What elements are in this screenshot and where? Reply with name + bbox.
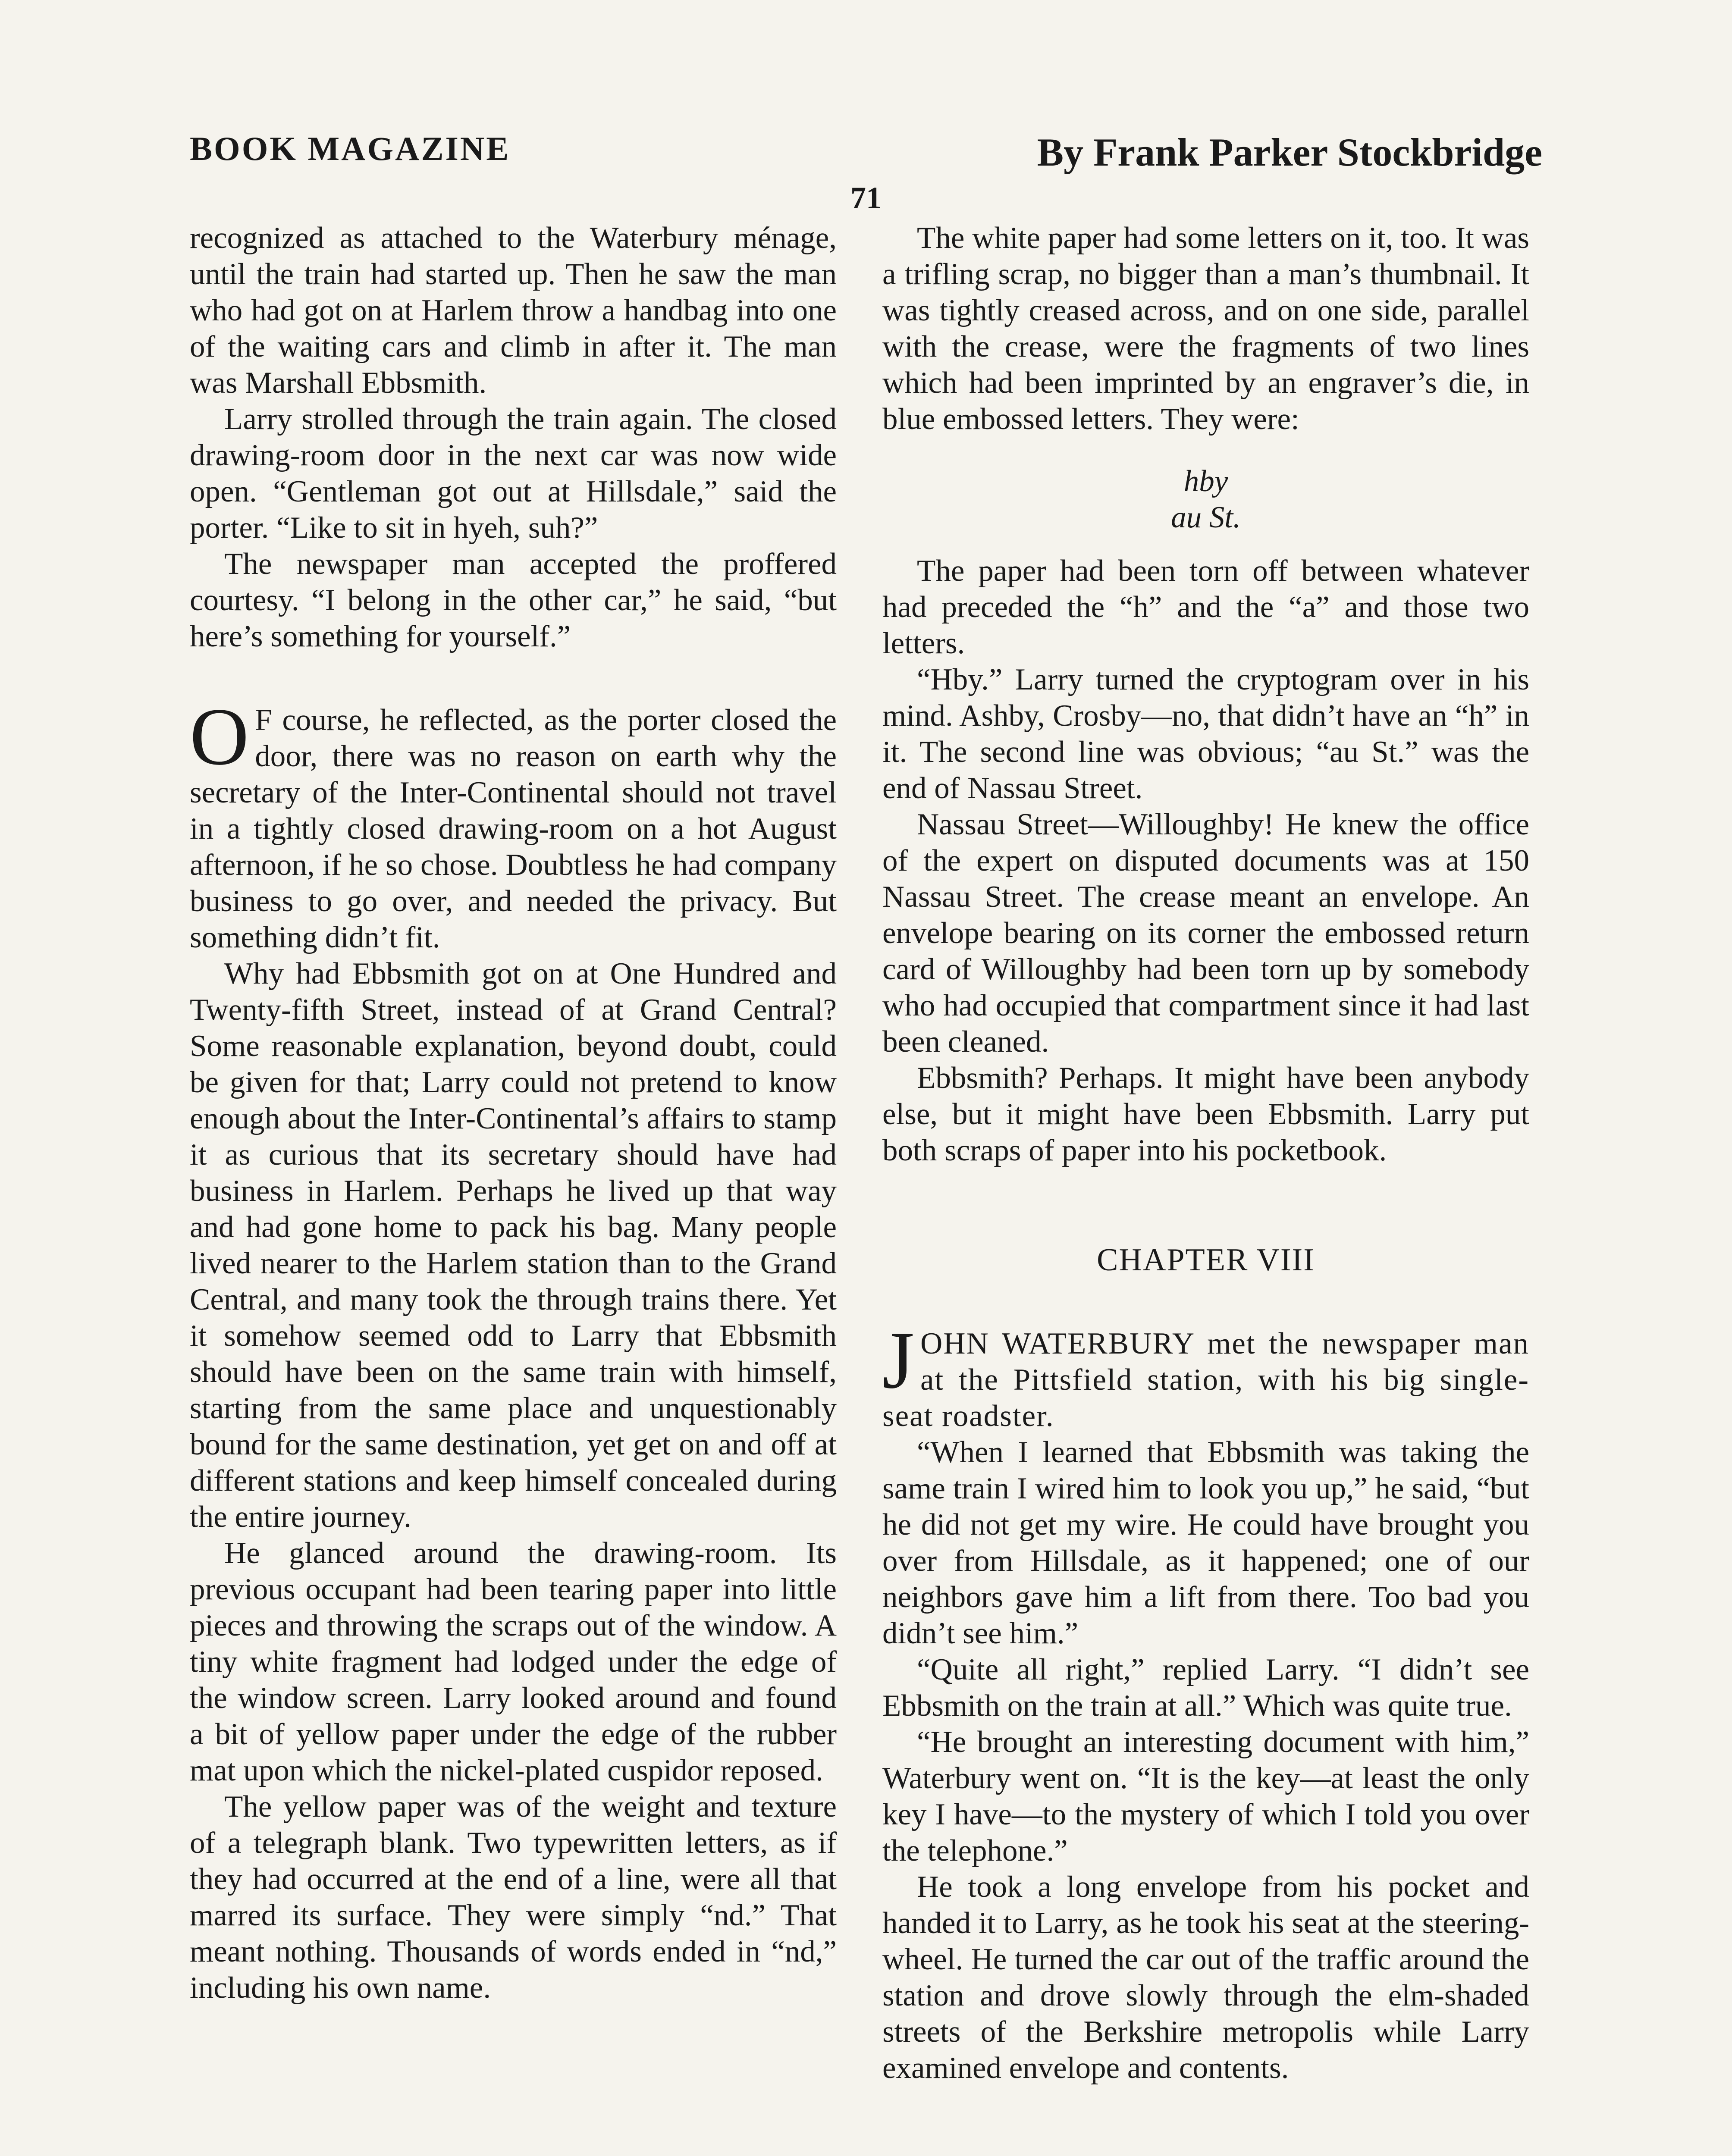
paragraph: Larry strolled through the train again. The closed drawing-room door in the next car was now wide open. “Gentleman got out at Hillsdale,” said the porter. “Like to sit in hyeh, suh?” bbox=[190, 402, 837, 545]
paragraph: The yellow paper was of the weight and texture of a telegraph blank. Two typewritten letters, as if they had occurred at the end of a line, were all that marred its surface. They were simply “nd.” That meant nothing. Thousands of words ended in “nd,” including his own name. bbox=[190, 1790, 837, 2005]
paragraph: “Hby.” Larry turned the cryptogram over in his mind. Ashby, Crosby—no, that didn’t have an “h” in it. The second line was obvious; “au St.” was the end of Nassau Street. bbox=[882, 663, 1529, 805]
paragraph: The paper had been torn off between whatever had preceded the “h” and the “a” and those two letters. bbox=[882, 554, 1529, 660]
left-column bbox=[190, 220, 837, 2006]
paragraph: He took a long envelope from his pocket and handed it to Larry, as he took his seat at the steering-wheel. He turned the car out of the traffic around the station and drove slowly through the elm-shaded streets of the Berkshire metropolis while Larry examined envelope and contents. bbox=[882, 1870, 1529, 2085]
fragment-line: hby bbox=[1183, 464, 1228, 498]
magazine-title: BOOK MAGAZINE bbox=[190, 130, 511, 167]
embossed-fragment-quote bbox=[882, 463, 1529, 536]
section-break bbox=[190, 655, 837, 702]
paragraph-text: OHN WATERBURY met the newspaper man at the Pittsfield station, with his big single-seat roadster. bbox=[882, 1327, 1529, 1433]
paragraph: The newspaper man accepted the proffered courtesy. “I belong in the other car,” he said, “but here’s something for yourself.” bbox=[190, 547, 837, 653]
dropcap-paragraph bbox=[882, 1315, 1529, 1434]
paragraph: Nassau Street—Willoughby! He knew the office of the expert on disputed documents was at 150 Nassau Street. The crease meant an envelope. An envelope bearing on its corner the embossed return card of Willoughby had been torn up by somebody who had occupied that compartment since it had last been cleaned. bbox=[882, 808, 1529, 1059]
fragment-line: au St. bbox=[1171, 501, 1241, 534]
drop-cap-letter: J bbox=[882, 1315, 914, 1406]
right-column bbox=[882, 220, 1529, 2086]
dropcap-paragraph bbox=[190, 692, 837, 956]
paragraph: “He brought an interesting document with him,” Waterbury went on. “It is the key—at least the only key I have—to the mystery of which I told you over the telephone.” bbox=[882, 1725, 1529, 1868]
paragraph-text: F course, he reflected, as the porter closed the door, there was no reason on earth why the secretary of the Inter-Continental should not travel in a tightly closed drawing-room on a hot August afternoon, if he so chose. Doubtless he had company business to go over, and needed the privacy. But something didn’t fit. bbox=[190, 703, 837, 954]
paragraph: “Quite all right,” replied Larry. “I didn’t see Ebbsmith on the train at all.” Which was quite true. bbox=[882, 1653, 1529, 1723]
page-number: 71 bbox=[850, 181, 882, 215]
paragraph: He glanced around the drawing-room. Its previous occupant had been tearing paper into little pieces and throwing the scraps out of the window. A tiny white fragment had lodged under the edge of the window screen. Larry looked around and found a bit of yellow paper under the edge of the rubber mat upon which the nickel-plated cuspidor reposed. bbox=[190, 1536, 837, 1787]
chapter-heading: CHAPTER VIII bbox=[1097, 1242, 1315, 1278]
drop-cap-letter: O bbox=[190, 692, 249, 782]
paragraph: recognized as attached to the Waterbury ménage, until the train had started up. Then he saw the man who had got on at Harlem throw a handbag into one of the waiting cars and climb in after it. The man was Marshall Ebbsmith. bbox=[190, 221, 837, 400]
author-byline: By Frank Parker Stockbridge bbox=[1037, 130, 1542, 174]
paragraph: Ebbsmith? Perhaps. It might have been anybody else, but it might have been Ebbsmith. Larry put both scraps of paper into his pocketbook. bbox=[882, 1061, 1529, 1167]
paragraph: Why had Ebbsmith got on at One Hundred and Twenty-fifth Street, instead of at Grand Central? Some reasonable explanation, beyond doubt, could be given for that; Larry could not pretend to know enough about the Inter-Continental’s affairs to stamp it as curious that its secretary should have had business in Harlem. Perhaps he lived up that way and had gone home to pack his bag. Many people lived nearer to the Harlem station than to the Grand Central, and many took the through trains there. Yet it somehow seemed odd to Larry that Ebbsmith should have been on the same train with himself, starting from the same place and unquestionably bound for the same destination, yet get on and off at different stations and keep himself concealed during the entire journey. bbox=[190, 957, 837, 1534]
paragraph: “When I learned that Ebbsmith was taking the same train I wired him to look you up,” he said, “but he did not get my wire. He could have brought you over from Hillsdale, as it happened; one of our neighbors gave him a lift from there. Too bad you didn’t see him.” bbox=[882, 1435, 1529, 1650]
paragraph: The white paper had some letters on it, too. It was a trifling scrap, no bigger than a man’s thumbnail. It was tightly creased across, and on one side, parallel with the crease, were the fragments of two lines which had been imprinted by an engraver’s die, in blue embossed letters. They were: bbox=[882, 221, 1529, 436]
